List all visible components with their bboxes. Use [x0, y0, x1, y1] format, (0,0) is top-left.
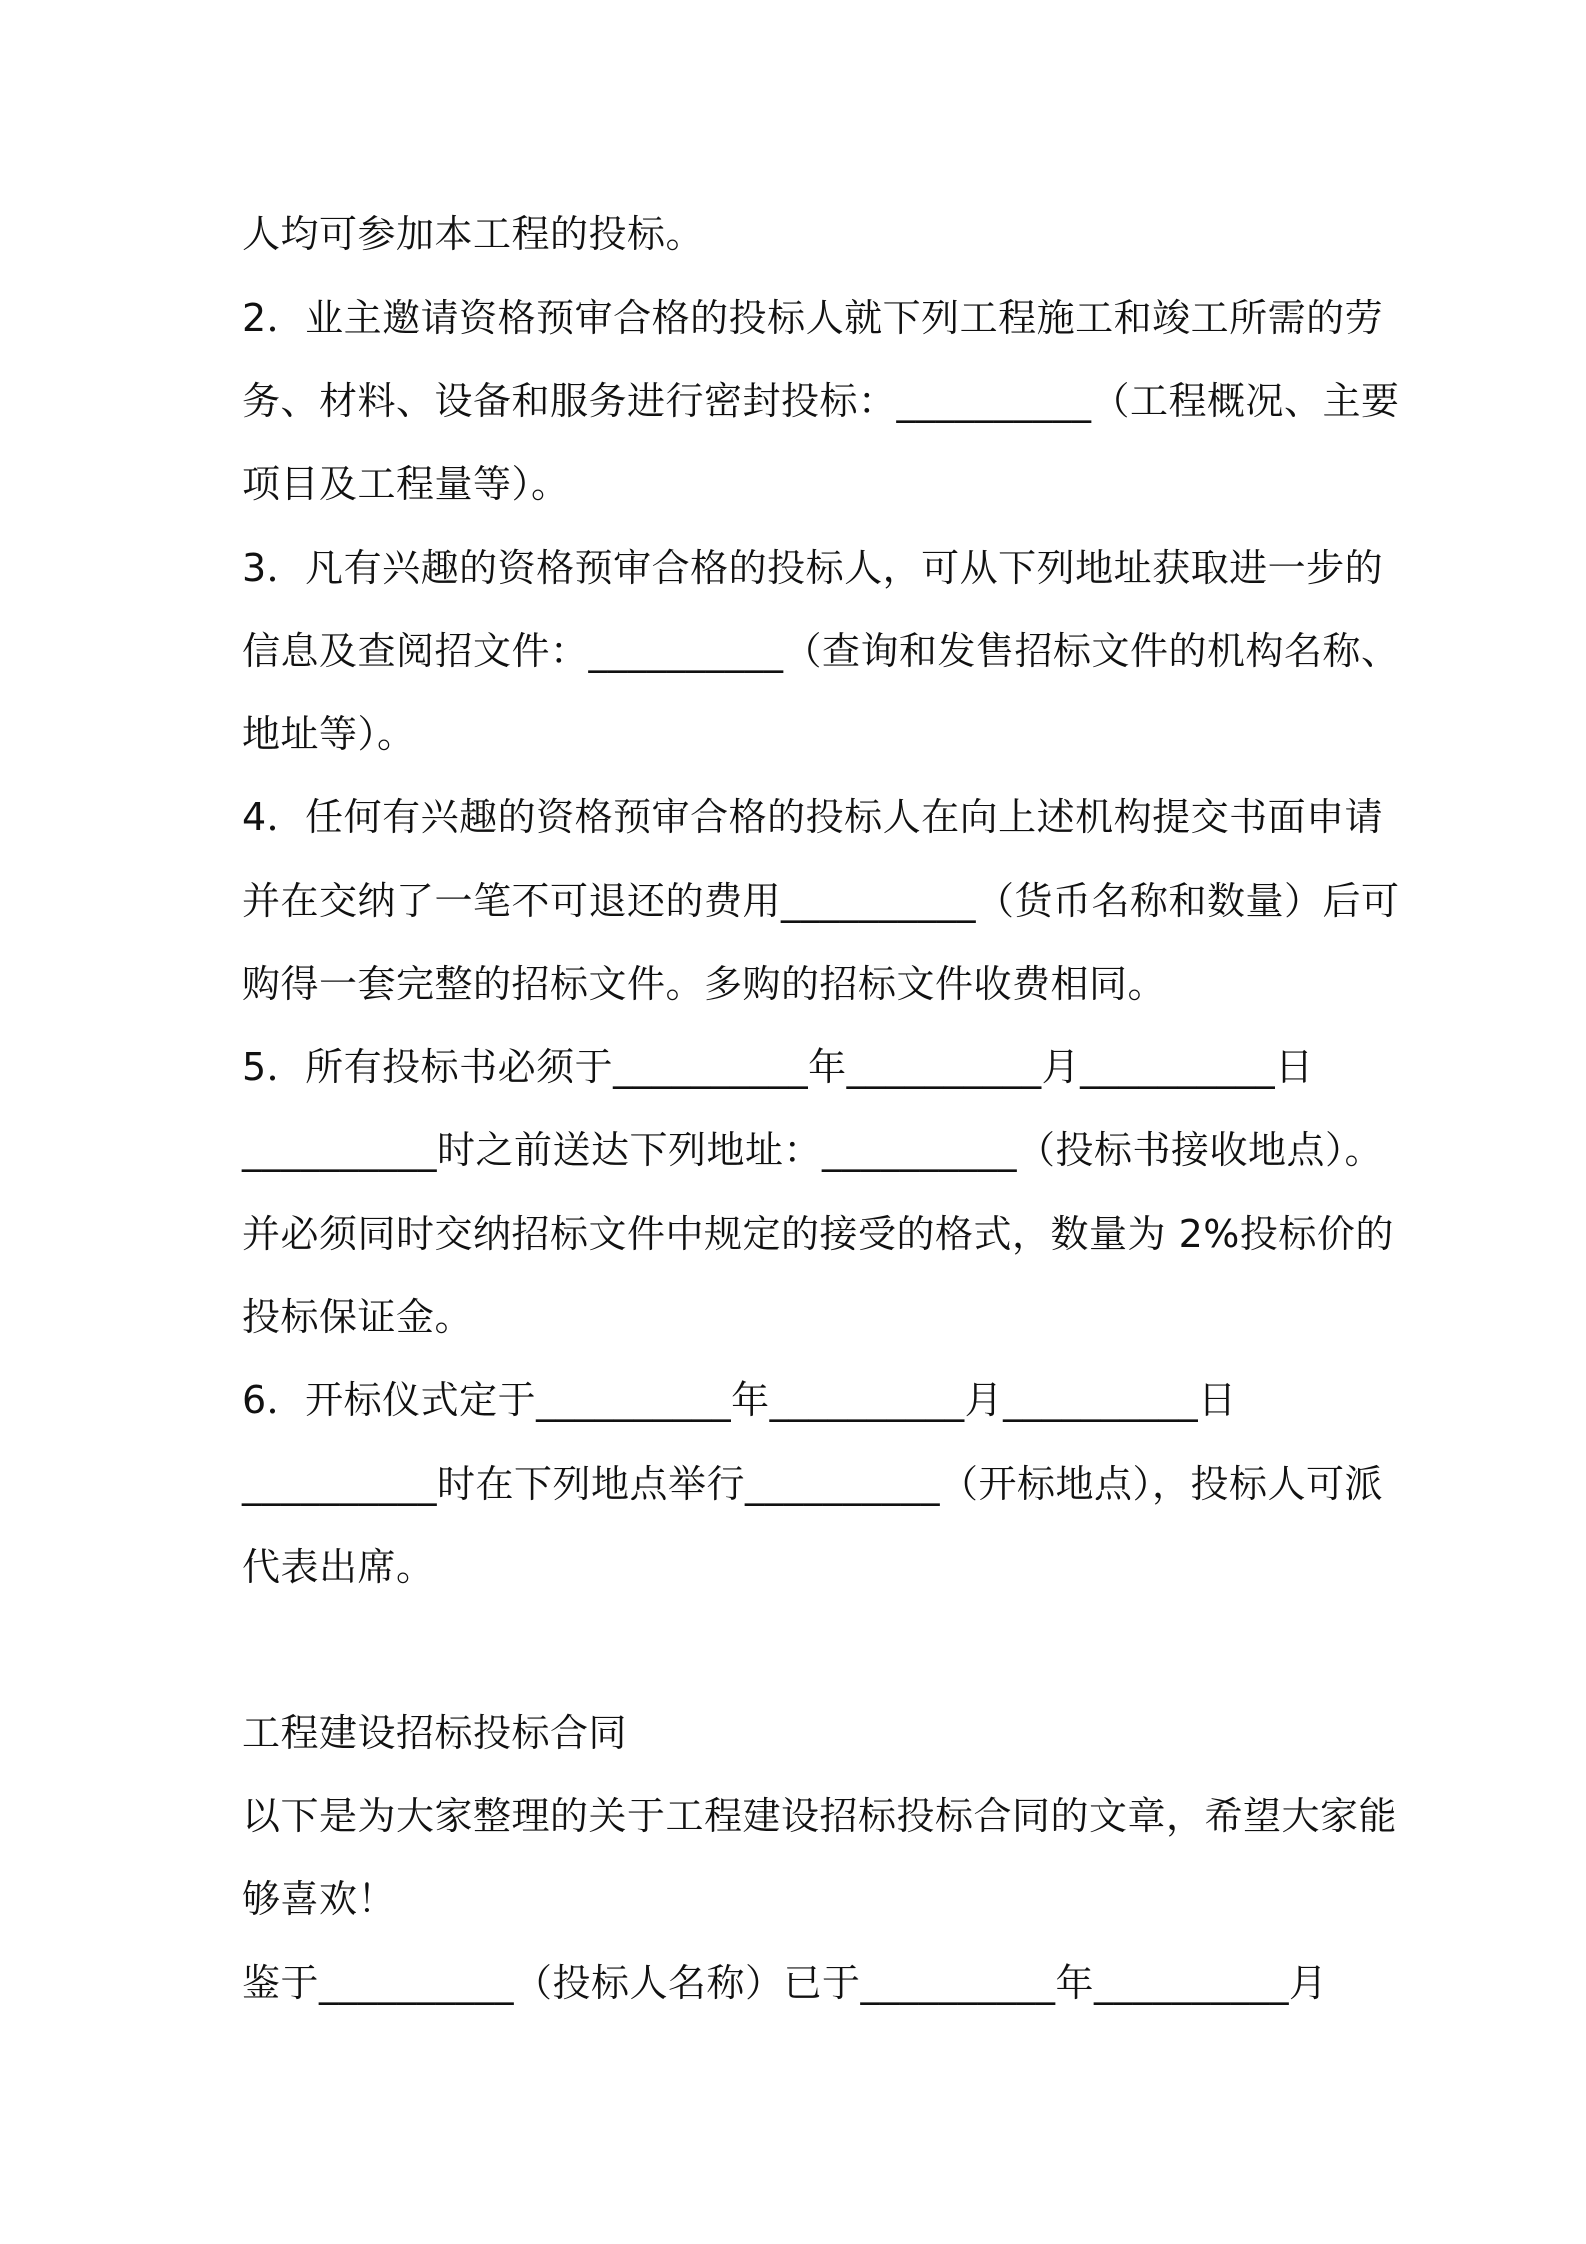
- text-line: 够喜欢！: [242, 1877, 397, 1921]
- text-line: __________时之前送达下列地址：__________（投标书接收地点）。: [242, 1128, 1384, 1172]
- text-line: 6．开标仪式定于__________年__________月__________日: [242, 1378, 1237, 1422]
- section-title: 工程建设招标投标合同: [242, 1711, 628, 1755]
- text-line: 代表出席。: [242, 1545, 435, 1589]
- text-line: 并在交纳了一笔不可退还的费用__________（货币名称和数量）后可: [242, 879, 1400, 923]
- text-line: 项目及工程量等）。: [242, 462, 570, 506]
- text-line: 4．任何有兴趣的资格预审合格的投标人在向上述机构提交书面申请: [242, 795, 1384, 839]
- text-line: 地址等）。: [242, 712, 416, 756]
- text-line: 信息及查阅招文件：__________（查询和发售招标文件的机构名称、: [242, 629, 1400, 673]
- text-line: 投标保证金。: [242, 1295, 474, 1339]
- text-line: 并必须同时交纳招标文件中规定的接受的格式，数量为 2%投标价的: [242, 1212, 1394, 1256]
- text-line: 鉴于__________（投标人名称）已于__________年__________月: [242, 1961, 1328, 2005]
- text-line: 人均可参加本工程的投标。: [242, 212, 705, 256]
- text-line: 5．所有投标书必须于__________年__________月__________日: [242, 1045, 1314, 1089]
- text-line: 2．业主邀请资格预审合格的投标人就下列工程施工和竣工所需的劳: [242, 296, 1384, 340]
- text-line: 3．凡有兴趣的资格预审合格的投标人，可从下列地址获取进一步的: [242, 546, 1384, 590]
- text-line: 以下是为大家整理的关于工程建设招标投标合同的文章，希望大家能: [242, 1794, 1398, 1838]
- text-line: 务、材料、设备和服务进行密封投标：__________（工程概况、主要: [242, 379, 1400, 423]
- text-line: __________时在下列地点举行__________（开标地点），投标人可派: [242, 1462, 1384, 1506]
- text-line: 购得一套完整的招标文件。多购的招标文件收费相同。: [242, 962, 1167, 1006]
